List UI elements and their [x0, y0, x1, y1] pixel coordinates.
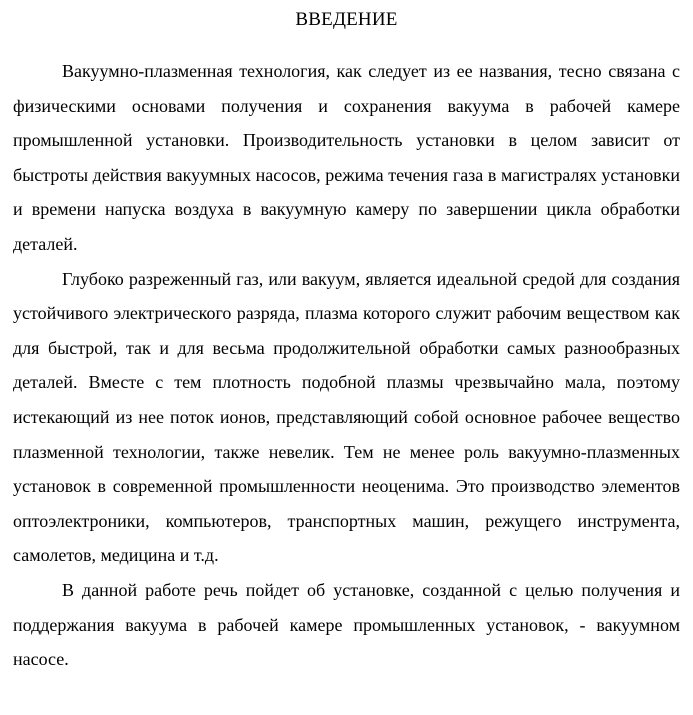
paragraph-rarefied-gas: Глубоко разреженный газ, или вакуум, является идеальной средой для создания устойчивого электрического разряда, плазма которого служит рабочим веществом как для быстрой, так и для весьма продолжительной обработки самых разнообразных деталей. Вместе с тем плотность подобной плазмы чрезвычайно мала, поэтому истекающий из нее поток ионов, представляющий собой основное рабочее вещество плазменной технологии, также невелик. Тем не менее роль вакуумно-плазменных установок в современной промышленности неоценима. Это производство элементов оптоэлектроники, компьютеров, транспортных машин, режущего инструмента, самолетов, медицина и т.д.: [13, 268, 680, 566]
paragraph-vacuum-plasma-technology: Вакуумно-плазменная технология, как следует из ее названия, тесно связана с физическими основами получения и сохранения вакуума в рабочей камере промышленной установки. Производительность установки в целом зависит от быстроты действия вакуумных насосов, режима течения газа в магистралях установки и времени напуска воздуха в вакуумную камеру по завершении цикла обработки деталей.: [13, 61, 680, 254]
section-heading: ВВЕДЕНИЕ: [295, 9, 398, 30]
paragraph-vacuum-pump: В данной работе речь пойдет об установке, созданной с целью получения и поддержания вакуума в рабочей камере промышленных установок, - вакуумном насосе.: [13, 579, 680, 670]
